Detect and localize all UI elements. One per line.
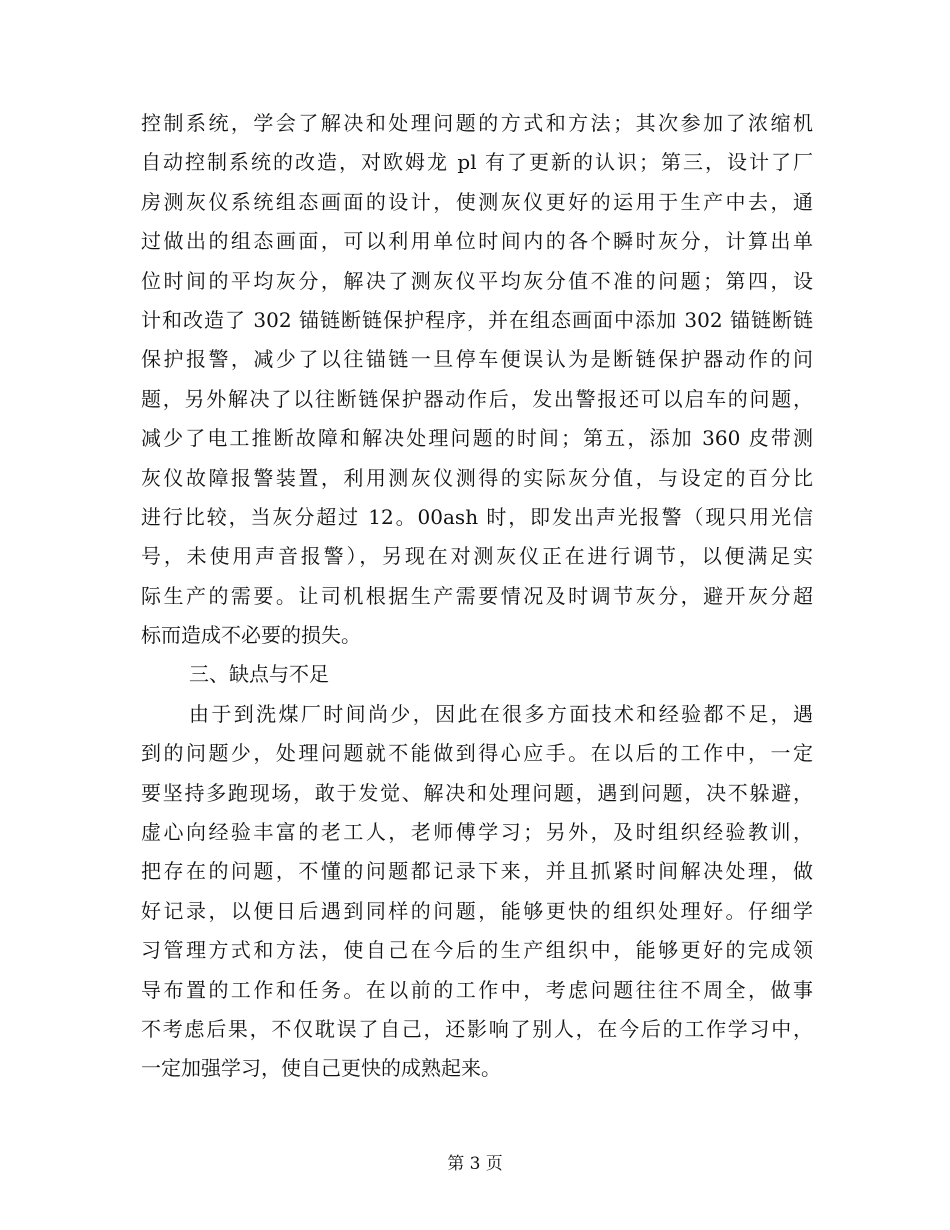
body-line: 好记录，以便日后遇到同样的问题，能够更快的组织处理好。仔细学 [141, 898, 813, 923]
body-line: 不考虑后果，不仅耽误了自己，还影响了别人，在今后的工作学习中， [141, 1016, 813, 1041]
page-number: 第 3 页 [447, 1154, 503, 1174]
body-line: 自动控制系统的改造，对欧姆龙 pl 有了更新的认识；第三，设计了厂 [141, 150, 813, 175]
section-heading: 三、缺点与不足 [189, 662, 329, 687]
body-line: 到的问题少，处理问题就不能做到得心应手。在以后的工作中，一定 [141, 741, 813, 766]
body-line: 标而造成不必要的损失。 [141, 623, 361, 648]
body-line: 计和改造了 302 锚链断链保护程序，并在组态画面中添加 302 锚链断链 [141, 307, 813, 332]
body-line: 减少了电工推断故障和解决处理问题的时间；第五，添加 360 皮带测 [141, 426, 813, 451]
body-line: 保护报警，减少了以往锚链一旦停车便误认为是断链保护器动作的问 [141, 347, 813, 372]
body-line: 控制系统，学会了解决和处理问题的方式和方法；其次参加了浓缩机 [141, 111, 813, 135]
body-line: 灰仪故障报警装置，利用测灰仪测得的实际灰分值，与设定的百分比 [141, 465, 813, 490]
body-line: 房测灰仪系统组态画面的设计，使测灰仪更好的运用于生产中去，通 [141, 189, 813, 214]
body-line: 虚心向经验丰富的老工人，老师傅学习；另外，及时组织经验教训， [141, 820, 813, 845]
body-line: 进行比较，当灰分超过 12。00ash 时，即发出声光报警（现只用光信 [141, 504, 813, 529]
body-line: 位时间的平均灰分，解决了测灰仪平均灰分值不准的问题；第四，设 [141, 268, 813, 293]
body-line: 要坚持多跑现场，敢于发觉、解决和处理问题，遇到问题，决不躲避， [141, 780, 813, 805]
document-body [141, 104, 813, 1089]
body-line: 导布置的工作和任务。在以前的工作中，考虑问题往往不周全，做事 [141, 977, 813, 1002]
body-line: 际生产的需要。让司机根据生产需要情况及时调节灰分，避开灰分超 [141, 583, 813, 608]
body-line: 题，另外解决了以往断链保护器动作后，发出警报还可以启车的问题， [141, 386, 813, 411]
body-line: 号，未使用声音报警），另现在对测灰仪正在进行调节，以便满足实 [141, 544, 813, 569]
body-line: 一定加强学习，使自己更快的成熟起来。 [141, 1056, 501, 1081]
body-line: 过做出的组态画面，可以利用单位时间内的各个瞬时灰分，计算出单 [141, 229, 813, 254]
body-line: 由于到洗煤厂时间尚少，因此在很多方面技术和经验都不足，遇 [189, 701, 813, 726]
body-line: 把存在的问题，不懂的问题都记录下来，并且抓紧时间解决处理，做 [141, 859, 813, 884]
body-line: 习管理方式和方法，使自己在今后的生产组织中，能够更好的完成领 [141, 938, 813, 963]
